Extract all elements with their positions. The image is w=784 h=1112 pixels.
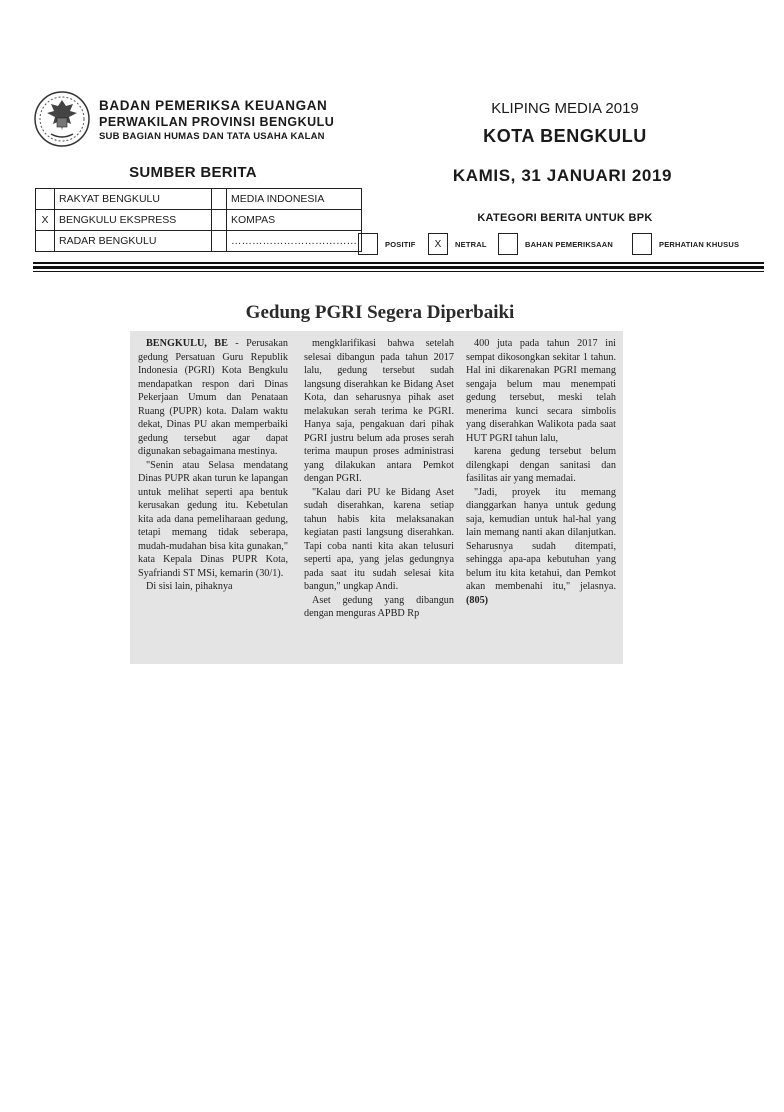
- article-paragraph: Di sisi lain, pihaknya: [146, 581, 233, 592]
- category-label: NETRAL: [455, 239, 487, 249]
- garuda-emblem-logo: [33, 88, 91, 150]
- source-mark: [36, 231, 55, 252]
- org-line-2: PERWAKILAN PROVINSI BENGKULU: [99, 115, 335, 129]
- source-name: RAKYAT BENGKULU: [55, 189, 212, 210]
- source-name: MEDIA INDONESIA: [227, 189, 362, 210]
- article-paragraph: mengklarifikasi bahwa setelah selesai dibangun pada tahun 2017 lalu, gedung tersebut sudah langsung diserahkan ke Bidang Aset Kota, dan seharusnya pihak aset melakukan serah terima ke PGRI. Hanya saja, pengakuan dari pihak PGRI justru belum ada proses serah terima maupun proses administrasi yang dilakukan antara Pemkot dengan PGRI.: [304, 338, 454, 484]
- article-paragraph: Aset gedung yang dibangun dengan menguras APBD Rp: [304, 594, 454, 619]
- article-paragraph: "Senin atau Selasa mendatang Dinas PUPR akan turun ke lapangan untuk melihat seperti apa bentuk kerusakan gedung itu. Kebetulan kita ada dana pemeliharaan gedung, tetapi memang tidak seberapa, mudah-mudahan bisa kita gunakan," kata Kepala Dinas PUPR Kota, Syafriandi ST MSi, kemarin (30/1).: [138, 459, 288, 579]
- article-column-1: [138, 337, 288, 594]
- article-column-3: [466, 337, 616, 607]
- category-checkbox: [498, 233, 518, 255]
- category-checkbox: X: [428, 233, 448, 255]
- category-title: KATEGORI BERITA UNTUK BPK: [477, 212, 653, 224]
- header-rule-middle: [33, 266, 764, 269]
- category-label: BAHAN PEMERIKSAAN: [525, 239, 613, 249]
- source-name: BENGKULU EKSPRESS: [55, 210, 212, 231]
- sources-table: [35, 188, 362, 252]
- source-name: ………………………………: [227, 231, 362, 252]
- category-checkbox: [358, 233, 378, 255]
- category-bahan-pemeriksaan: [498, 232, 613, 256]
- source-name: RADAR BENGKULU: [55, 231, 212, 252]
- category-label: POSITIF: [385, 239, 416, 249]
- category-netral: [428, 232, 487, 256]
- article-paragraph: "Kalau dari PU ke Bidang Aset sudah diserahkan, karena setiap tahun habis kita melaksanakan kegiatan pasti langsung diserahkan. Tapi coba nanti kita akan telusuri seperti apa, yang jelas gedungnya pada saat itu sudah selesai kita bangun," ungkap Andi.: [304, 486, 454, 592]
- article-paragraph: karena gedung tersebut belum dilengkapi dengan sanitasi dan fasilitas air yang memadai.: [466, 446, 616, 484]
- category-positif: [358, 232, 416, 256]
- article-column-2: [304, 337, 454, 621]
- article-paragraph: [138, 337, 288, 459]
- article-paragraph: 400 juta pada tahun 2017 ini sempat dikosongkan sekitar 1 tahun. Hal ini dikarenakan PGRI memang sengaja belum mau menempati gedung tersebut, meski telah menerima kunci secara simbolis yang diserahkan Walikota pada saat HUT PGRI tahun lalu,: [466, 338, 616, 444]
- source-spacer: [212, 189, 227, 210]
- publication-date: KAMIS, 31 JANUARI 2019: [452, 166, 673, 185]
- sources-title: SUMBER BERITA: [129, 164, 257, 181]
- city-title: KOTA BENGKULU: [483, 126, 647, 146]
- source-mark: [36, 189, 55, 210]
- header-rule-bottom: [33, 271, 764, 272]
- news-clipping: [130, 331, 623, 664]
- category-label: PERHATIAN KHUSUS: [659, 239, 740, 249]
- kliping-title: KLIPING MEDIA 2019: [491, 100, 639, 117]
- article-headline: Gedung PGRI Segera Diperbaiki: [245, 302, 515, 323]
- article-text: - Perusakan gedung Persatuan Guru Republik Indonesia (PGRI) Kota Bengkulu mendapatkan respon dari Dinas Pekerjaan Umum dan Penataan Ruang (PUPR) kota. Dalam waktu dekat, Dinas PU akan memperbaiki gedung tersebut agar dapat digunakan sebagaimana mestinya.: [138, 338, 288, 457]
- source-spacer: [212, 231, 227, 252]
- source-spacer: [212, 210, 227, 231]
- article-paragraph: [466, 486, 616, 608]
- org-line-1: BADAN PEMERIKSA KEUANGAN: [99, 98, 328, 113]
- source-row: [36, 210, 362, 231]
- source-row: [36, 189, 362, 210]
- article-text: "Jadi, proyek itu memang dianggarkan hanya untuk gedung saja, kemudian untuk hal-hal yang lain memang nanti akan dilanjutkan. Seharusnya sudah ditempati, sehingga apa-apa kebutuhan yang belum itu kita ketahui, dan Pemkot akan membenahi itu," jelasnya.: [466, 486, 616, 592]
- category-perhatian-khusus: [632, 232, 739, 256]
- category-checkbox: [632, 233, 652, 255]
- organization-name: [99, 97, 334, 144]
- source-mark: X: [36, 210, 55, 231]
- author-code: (805): [466, 594, 489, 606]
- source-name: KOMPAS: [227, 210, 362, 231]
- org-line-3: SUB BAGIAN HUMAS DAN TATA USAHA KALAN: [99, 131, 325, 142]
- header-rule-top: [33, 262, 764, 264]
- source-row: [36, 231, 362, 252]
- article-dateline: BENGKULU, BE: [146, 338, 228, 349]
